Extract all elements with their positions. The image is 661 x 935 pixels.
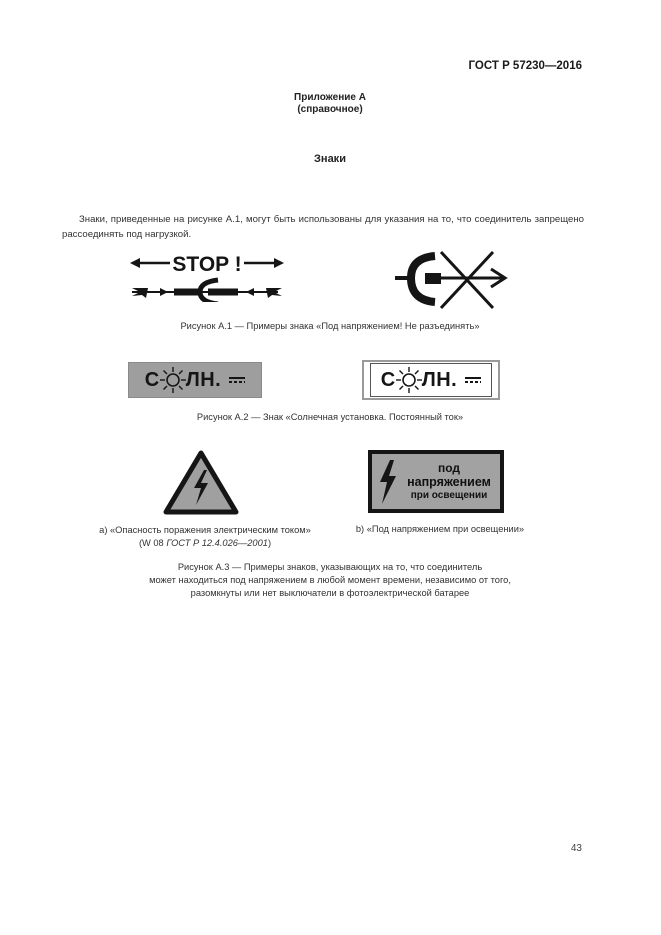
direct-current-icon	[465, 376, 481, 385]
direct-current-icon	[229, 376, 245, 385]
figure-a3-caption	[80, 561, 580, 600]
body-paragraph: Знаки, приведенные на рисунке А.1, могут быть использованы для указания на то, что соединитель запрещено рассоединять под нагрузкой.	[62, 214, 584, 240]
sun-icon	[396, 367, 422, 393]
figure-a1-caption: Рисунок А.1 — Примеры знака «Под напряжением! Не разъединять»	[180, 321, 480, 331]
annex-type: (справочное)	[297, 104, 363, 115]
lightning-bolt-icon	[378, 460, 398, 504]
caption-line2: может находиться под напряжением в любой момент времени, независимо от того,	[149, 575, 511, 585]
solar-text-right: ЛН.	[185, 368, 222, 391]
sun-icon	[160, 367, 186, 393]
caption-a-prefix: (W 08	[138, 538, 167, 548]
sign-text-line2: напряжением	[407, 474, 491, 489]
figure-a3a-caption	[60, 524, 350, 550]
caption-a-line2	[60, 537, 350, 550]
annex-heading	[200, 92, 460, 116]
figure-a2-caption: Рисунок А.2 — Знак «Солнечная установка. Постоянный ток»	[196, 412, 464, 422]
standard-reference: ГОСТ Р 12.4.026—2001	[166, 538, 268, 548]
solar-dc-sign-gray	[128, 362, 262, 398]
svg-text:STOP !: STOP !	[172, 253, 242, 276]
live-when-illuminated-sign	[368, 450, 504, 513]
caption-line3: разомкнуты или нет выключатели в фотоэлектрической батарее	[190, 588, 470, 598]
caption-line1: Рисунок А.3 — Примеры знаков, указывающих на то, что соединитель	[177, 562, 483, 572]
annex-title: Приложение А	[294, 92, 366, 103]
caption-a-suffix: )	[267, 538, 272, 548]
solar-text-left: С	[380, 368, 396, 391]
sign-text-line1: под	[437, 460, 461, 475]
stop-connector-icon	[128, 250, 286, 302]
standard-number: ГОСТ Р 57230—2016	[468, 60, 582, 72]
solar-dc-sign-white	[362, 360, 500, 400]
solar-text-right: ЛН.	[421, 368, 458, 391]
section-title: Знаки	[314, 153, 346, 165]
electric-shock-warning-sign	[163, 450, 239, 515]
crossed-plug-icon	[393, 250, 513, 312]
figure-a3b-caption: b) «Под напряжением при освещении»	[355, 524, 525, 534]
stop-connector-sign	[128, 250, 286, 302]
caption-a-line1: а) «Опасность поражения электрическим током»	[99, 525, 311, 535]
crossed-plug-sign	[393, 250, 513, 312]
solar-text-left: С	[144, 368, 160, 391]
page-number: 43	[570, 843, 582, 854]
sign-text-line3: при освещении	[410, 489, 488, 501]
high-voltage-triangle-icon	[163, 450, 239, 515]
